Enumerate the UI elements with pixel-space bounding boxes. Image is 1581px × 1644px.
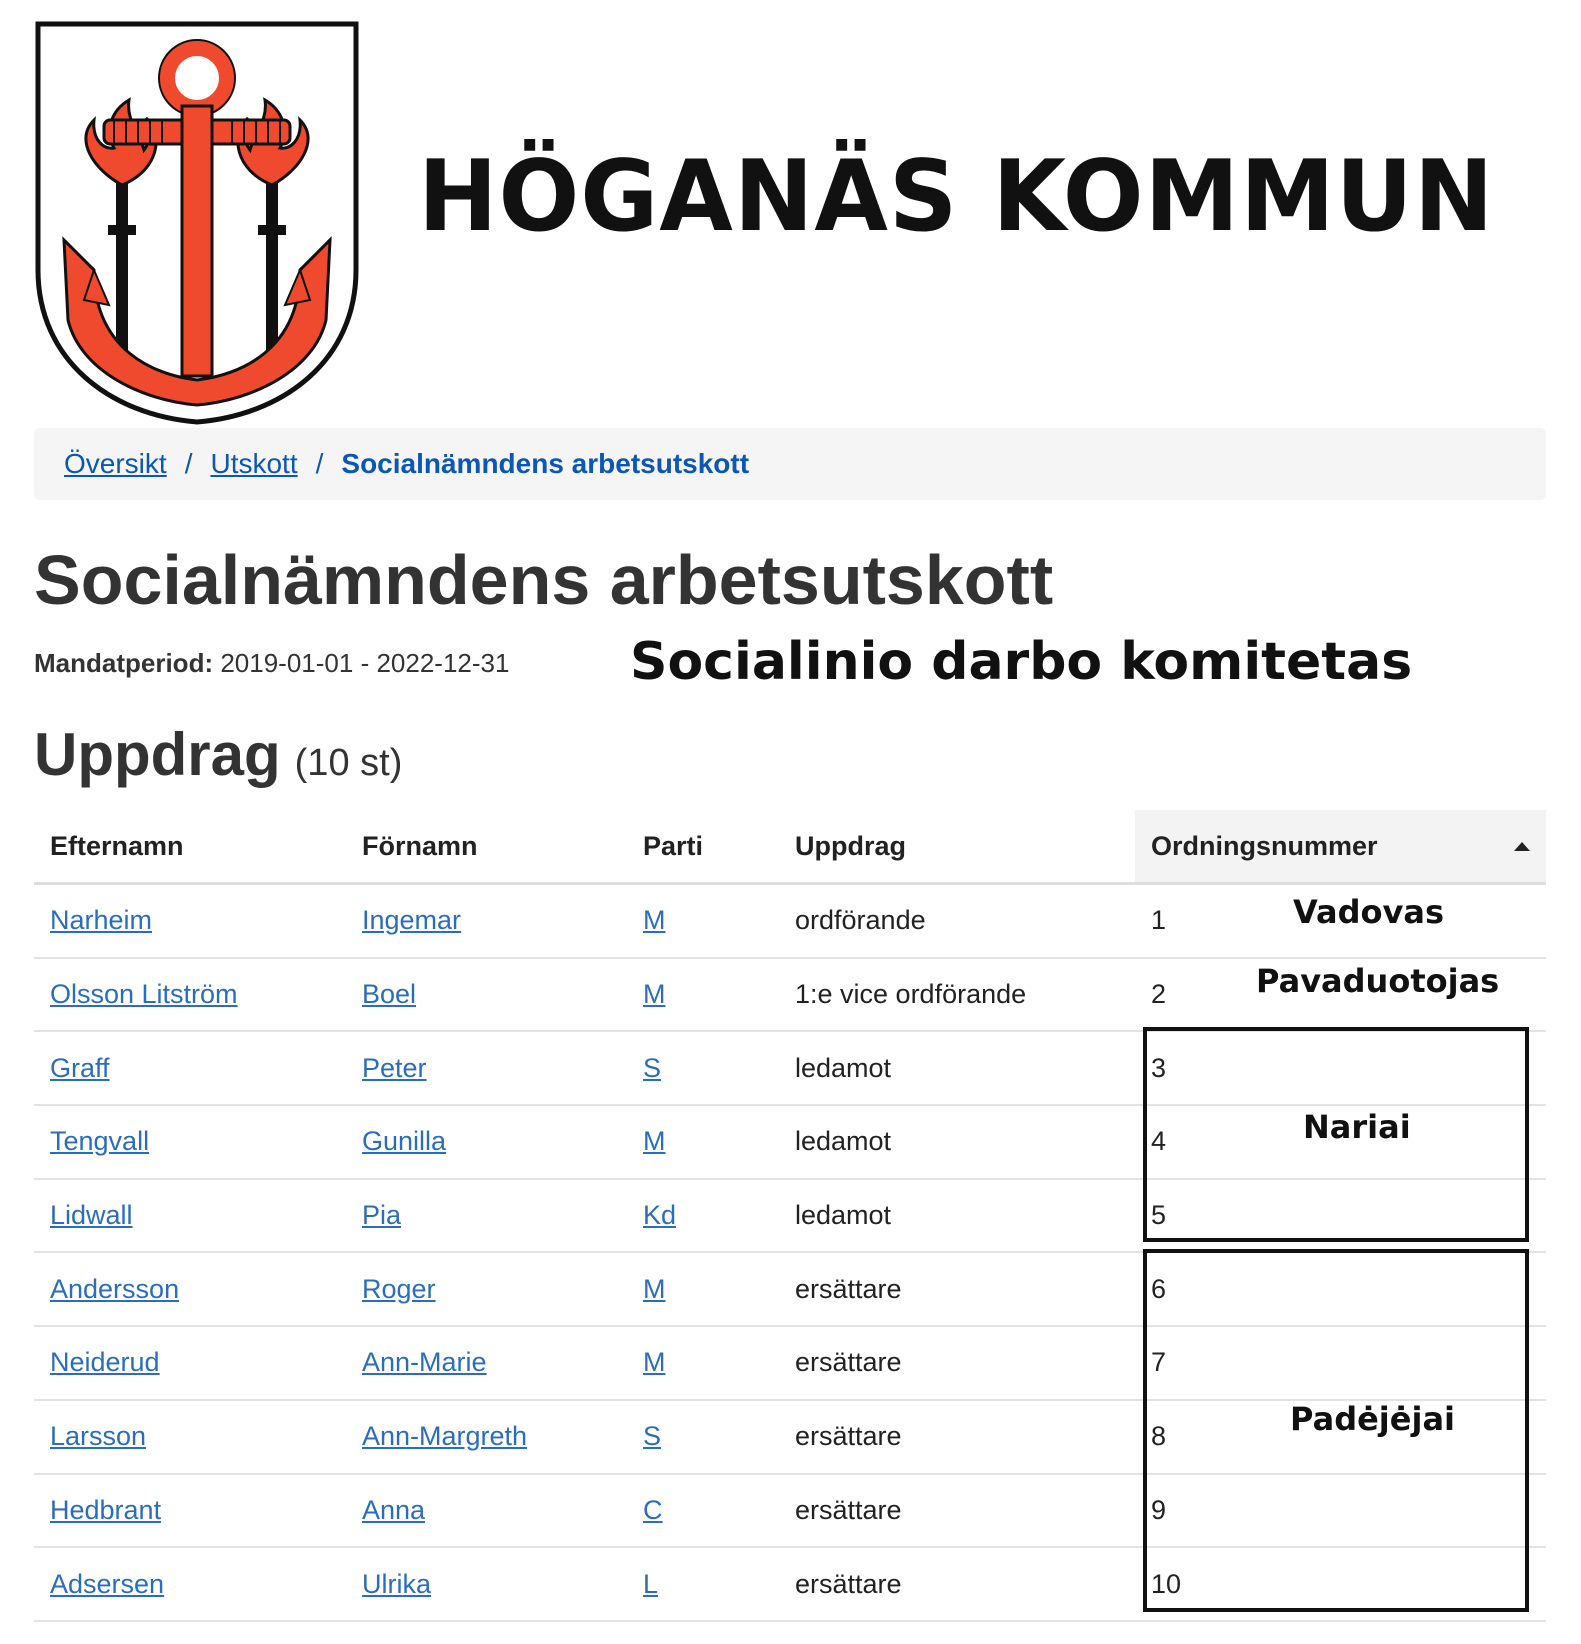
cell-lastname (34, 885, 346, 957)
breadcrumb-separator: / (315, 448, 324, 479)
party-link[interactable]: S (643, 1421, 662, 1452)
lastname-link[interactable]: Hedbrant (50, 1494, 162, 1525)
cell-lastname (34, 1106, 346, 1178)
mandate-period-label: Mandatperiod: (34, 648, 214, 678)
cell-firstname (346, 1032, 627, 1104)
breadcrumb-link-utskott[interactable]: Utskott (210, 448, 298, 479)
cell-role: ersättare (795, 1421, 902, 1452)
sort-ascending-icon (1514, 842, 1530, 851)
party-link[interactable]: C (643, 1494, 663, 1525)
firstname-link[interactable]: Peter (362, 1052, 427, 1083)
cell-party (627, 1106, 779, 1178)
column-header-parti[interactable]: Parti (643, 830, 704, 861)
lastname-link[interactable]: Tengvall (50, 1126, 150, 1157)
breadcrumb-current: Socialnämndens arbetsutskott (341, 448, 750, 479)
cell-order-number: 10 (1151, 1568, 1182, 1599)
cell-role: ersättare (795, 1494, 902, 1525)
section-title (34, 720, 402, 789)
column-header-efternamn[interactable]: Efternamn (50, 830, 184, 861)
annotation-vadovas: Vadovas (1293, 893, 1444, 931)
mandate-period-value: 2019-01-01 - 2022-12-31 (220, 648, 510, 678)
lastname-link[interactable]: Graff (50, 1052, 110, 1083)
cell-lastname (34, 1180, 346, 1252)
section-heading: Uppdrag (34, 721, 281, 788)
cell-firstname (346, 1548, 627, 1620)
cell-party (627, 1401, 779, 1473)
cell-lastname (34, 1548, 346, 1620)
cell-firstname (346, 959, 627, 1031)
cell-party (627, 1180, 779, 1252)
cell-order-number: 1 (1151, 905, 1167, 936)
municipality-crest (34, 20, 368, 430)
cell-firstname (346, 885, 627, 957)
cell-order-number: 2 (1151, 979, 1167, 1010)
cell-role: ersättare (795, 1347, 902, 1378)
cell-order-number: 6 (1151, 1273, 1167, 1304)
firstname-link[interactable]: Boel (362, 979, 417, 1010)
cell-order-number: 7 (1151, 1347, 1167, 1378)
lastname-link[interactable]: Lidwall (50, 1200, 133, 1231)
party-link[interactable]: M (643, 905, 666, 936)
cell-order-number: 5 (1151, 1200, 1167, 1231)
firstname-link[interactable]: Roger (362, 1273, 436, 1304)
party-link[interactable]: M (643, 1347, 666, 1378)
cell-firstname (346, 1180, 627, 1252)
firstname-link[interactable]: Ingemar (362, 905, 462, 936)
cell-party (627, 1253, 779, 1325)
firstname-link[interactable]: Ulrika (362, 1568, 432, 1599)
cell-party (627, 1548, 779, 1620)
party-link[interactable]: S (643, 1052, 662, 1083)
cell-firstname (346, 1253, 627, 1325)
column-header-fornamn[interactable]: Förnamn (362, 830, 478, 861)
cell-role: ordförande (795, 905, 926, 936)
lastname-link[interactable]: Larsson (50, 1421, 147, 1452)
cell-order-number: 3 (1151, 1052, 1167, 1083)
cell-role: ersättare (795, 1568, 902, 1599)
cell-role: ledamot (795, 1200, 892, 1231)
breadcrumb (34, 428, 1546, 500)
translation-overlay-title: Socialinio darbo komitetas (630, 632, 1413, 692)
table-header (34, 810, 1546, 885)
cell-lastname (34, 959, 346, 1031)
party-link[interactable]: Kd (643, 1200, 677, 1231)
page-title: Socialnämndens arbetsutskott (34, 541, 1054, 619)
party-link[interactable]: M (643, 979, 666, 1010)
cell-lastname (34, 1032, 346, 1104)
cell-party (627, 885, 779, 957)
column-header-uppdrag[interactable]: Uppdrag (795, 830, 906, 861)
cell-firstname (346, 1475, 627, 1547)
mandate-period (34, 648, 509, 679)
municipality-name: HÖGANÄS KOMMUN (418, 140, 1495, 254)
column-header-ordningsnummer[interactable] (1135, 810, 1546, 882)
cell-lastname (34, 1327, 346, 1399)
firstname-link[interactable]: Pia (362, 1200, 402, 1231)
cell-firstname (346, 1401, 627, 1473)
cell-role: 1:e vice ordförande (795, 979, 1027, 1010)
lastname-link[interactable]: Olsson Litström (50, 979, 238, 1010)
anchor-coat-of-arms-icon (34, 20, 368, 430)
column-header-ordningsnummer-label: Ordningsnummer (1151, 830, 1378, 861)
cell-order-number: 4 (1151, 1126, 1167, 1157)
cell-party (627, 959, 779, 1031)
cell-firstname (346, 1106, 627, 1178)
lastname-link[interactable]: Andersson (50, 1273, 180, 1304)
cell-role: ledamot (795, 1126, 892, 1157)
party-link[interactable]: M (643, 1126, 666, 1157)
cell-order-number: 8 (1151, 1421, 1167, 1452)
cell-party (627, 1032, 779, 1104)
party-link[interactable]: M (643, 1273, 666, 1304)
cell-lastname (34, 1253, 346, 1325)
section-count: (10 st) (294, 742, 403, 784)
cell-role: ersättare (795, 1273, 902, 1304)
cell-party (627, 1327, 779, 1399)
cell-firstname (346, 1327, 627, 1399)
cell-order-number: 9 (1151, 1494, 1167, 1525)
breadcrumb-link-oversikt[interactable]: Översikt (64, 448, 167, 479)
firstname-link[interactable]: Gunilla (362, 1126, 447, 1157)
cell-lastname (34, 1475, 346, 1547)
cell-party (627, 1475, 779, 1547)
firstname-link[interactable]: Ann-Marie (362, 1347, 487, 1378)
lastname-link[interactable]: Neiderud (50, 1347, 160, 1378)
breadcrumb-separator: / (184, 448, 193, 479)
cell-lastname (34, 1401, 346, 1473)
annotation-nariai: Nariai (1303, 1108, 1411, 1146)
annotation-pavaduotojas: Pavaduotojas (1256, 962, 1500, 1000)
annotation-padejejai: Padėjėjai (1290, 1400, 1455, 1438)
firstname-link[interactable]: Anna (362, 1494, 426, 1525)
lastname-link[interactable]: Narheim (50, 905, 153, 936)
firstname-link[interactable]: Ann-Margreth (362, 1421, 528, 1452)
party-link[interactable]: L (643, 1568, 659, 1599)
cell-role: ledamot (795, 1052, 892, 1083)
lastname-link[interactable]: Adsersen (50, 1568, 165, 1599)
